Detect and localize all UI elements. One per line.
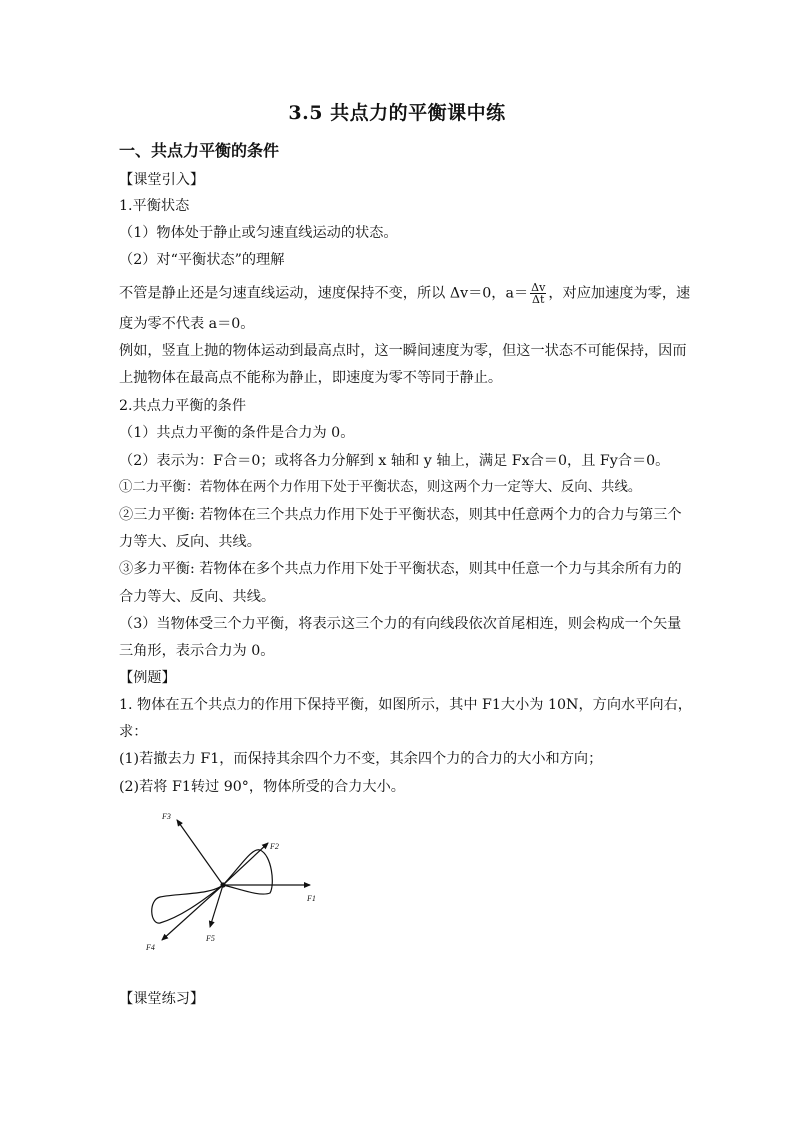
paragraph: ①二力平衡：若物体在两个力作用下处于平衡状态，则这两个力一定等大、反向、共线。 bbox=[119, 480, 642, 495]
force-arrow-f3 bbox=[177, 820, 223, 885]
label-f4: F4 bbox=[146, 943, 155, 952]
heading-equilibrium-condition: 2.共点力平衡的条件 bbox=[119, 398, 247, 414]
paragraph: （1）物体处于静止或匀速直线运动的状态。 bbox=[119, 225, 398, 241]
paragraph: （3）当物体受三个力平衡，将表示这三个力的有向线段依次首尾相连，则会构成一个矢量 bbox=[119, 616, 682, 632]
question-line: 求： bbox=[119, 724, 148, 740]
paragraph: ③多力平衡: 若物体在多个共点力作用下处于平衡状态，则其中任意一个力与其余所有力的 bbox=[119, 561, 682, 577]
paragraph: 力等大、反向、共线。 bbox=[119, 534, 261, 550]
heading-balance-state: 1.平衡状态 bbox=[119, 198, 190, 214]
paragraph-with-formula bbox=[119, 282, 690, 305]
page-title: 3.5 共点力的平衡课中练 bbox=[288, 102, 506, 124]
paragraph: ②三力平衡: 若物体在三个共点力作用下处于平衡状态，则其中任意两个力的合力与第三个 bbox=[119, 507, 682, 523]
question-part-1: (1)若撤去力 F1，而保持其余四个力不变，其余四个力的合力的大小和方向； bbox=[119, 751, 603, 767]
force-diagram bbox=[140, 805, 330, 955]
paragraph: 三角形，表示合力为 0。 bbox=[119, 643, 275, 659]
formula-text-after: ，对应加速度为零，速 bbox=[548, 285, 691, 302]
force-arrow-f2 bbox=[223, 843, 268, 885]
concurrent-point bbox=[220, 882, 225, 887]
paragraph: 合力等大、反向、共线。 bbox=[119, 589, 276, 605]
example-tag: 【例题】 bbox=[119, 670, 176, 686]
fraction-numerator: Δv bbox=[531, 281, 546, 294]
fraction bbox=[530, 282, 546, 305]
label-f2: F2 bbox=[270, 842, 279, 851]
paragraph: （2）对“平衡状态”的理解 bbox=[119, 252, 285, 268]
section-heading: 一、共点力平衡的条件 bbox=[119, 141, 280, 160]
paragraph: （1）共点力平衡的条件是合力为 0。 bbox=[119, 425, 355, 441]
object-outline bbox=[152, 850, 273, 923]
paragraph: （2）表示为：F合＝0；或将各力分解到 x 轴和 y 轴上，满足 Fx合＝0，且 Fy合＝0。 bbox=[119, 453, 670, 469]
question-line: 1. 物体在五个共点力的作用下保持平衡，如图所示，其中 F1大小为 10N，方向水平向右， bbox=[119, 697, 692, 713]
fraction-denominator: Δt bbox=[532, 293, 545, 306]
paragraph: 例如，竖直上抛的物体运动到最高点时，这一瞬间速度为零，但这一状态不可能保持，因而 bbox=[119, 343, 687, 359]
paragraph: 上抛物体在最高点不能称为静止，即速度为零不等同于静止。 bbox=[119, 370, 503, 386]
question-part-2: (2)若将 F1转过 90°，物体所受的合力大小。 bbox=[119, 779, 405, 795]
formula-text-before: 不管是静止还是匀速直线运动，速度保持不变，所以 Δv＝0，a＝ bbox=[119, 285, 529, 302]
intro-tag: 【课堂引入】 bbox=[119, 172, 205, 188]
label-f3: F3 bbox=[162, 812, 171, 821]
practice-tag: 【课堂练习】 bbox=[119, 991, 205, 1007]
label-f5: F5 bbox=[206, 934, 215, 943]
paragraph: 度为零不代表 a＝0。 bbox=[119, 316, 255, 332]
label-f1: F1 bbox=[307, 894, 316, 903]
